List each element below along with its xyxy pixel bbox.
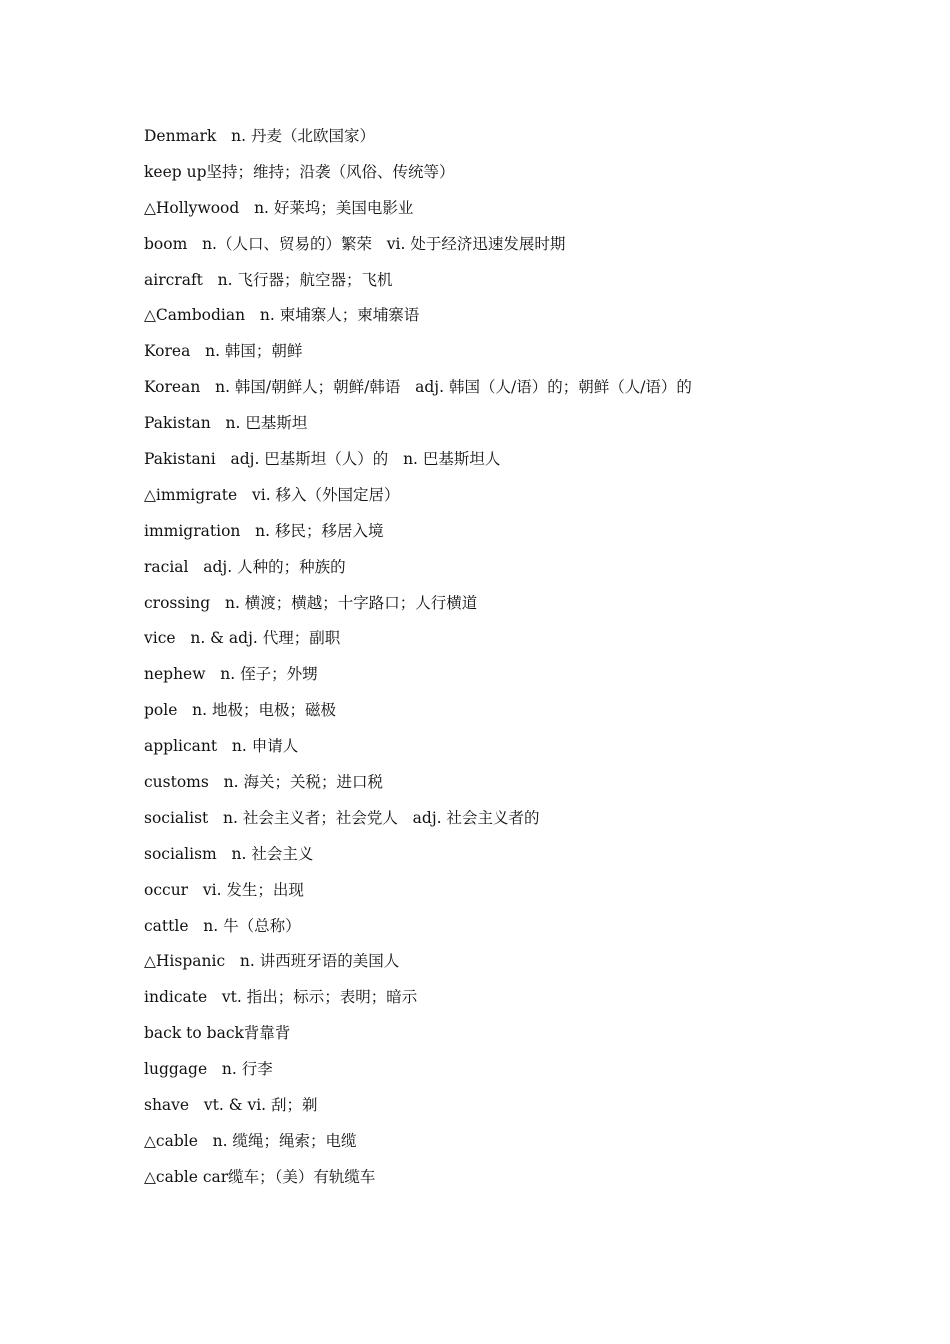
vocab-entry: indicate vt. 指出；标示；表明；暗示 — [144, 988, 418, 1007]
vocab-entry: vice n. & adj. 代理；副职 — [144, 629, 341, 648]
vocabulary-list — [144, 124, 904, 1201]
vocab-entry: Pakistan n. 巴基斯坦 — [144, 414, 308, 433]
vocab-entry: luggage n. 行李 — [144, 1060, 273, 1079]
vocab-entry: cattle n. 牛（总称） — [144, 916, 301, 935]
vocab-entry: △cable car缆车；（美）有轨缆车 — [144, 1167, 376, 1186]
vocab-entry: racial adj. 人种的；种族的 — [144, 557, 346, 576]
vocab-entry: socialism n. 社会主义 — [144, 844, 314, 863]
vocab-entry: aircraft n. 飞行器；航空器；飞机 — [144, 270, 393, 289]
vocab-entry: crossing n. 横渡；横越；十字路口；人行横道 — [144, 593, 478, 612]
vocab-entry: △Hispanic n. 讲西班牙语的美国人 — [144, 952, 400, 971]
vocab-entry: boom n.（人口、贸易的）繁荣 vi. 处于经济迅速发展时期 — [144, 234, 566, 253]
vocab-entry: occur vi. 发生；出现 — [144, 880, 304, 899]
vocab-entry: Denmark n. 丹麦（北欧国家） — [144, 127, 375, 145]
vocab-entry: applicant n. 申请人 — [144, 737, 299, 756]
vocab-entry: △cable n. 缆绳；绳索；电缆 — [144, 1131, 357, 1150]
vocab-entry: Korea n. 韩国；朝鲜 — [144, 342, 303, 361]
vocab-entry: socialist n. 社会主义者；社会党人 adj. 社会主义者的 — [144, 808, 540, 827]
vocab-entry: nephew n. 侄子；外甥 — [144, 665, 318, 684]
vocab-entry: Korean n. 韩国/朝鲜人；朝鲜/韩语 adj. 韩国（人/语）的；朝鲜（人/语）的 — [144, 378, 692, 397]
vocab-entry: pole n. 地极；电极；磁极 — [144, 701, 337, 720]
vocab-entry: △Hollywood n. 好莱坞；美国电影业 — [144, 198, 414, 217]
vocab-entry: Pakistani adj. 巴基斯坦（人）的 n. 巴基斯坦人 — [144, 450, 501, 469]
vocab-entry: △Cambodian n. 柬埔寨人；柬埔寨语 — [144, 306, 420, 325]
vocab-entry: immigration n. 移民；移居入境 — [144, 521, 384, 540]
vocab-entry: keep up坚持；维持；沿袭（风俗、传统等） — [144, 162, 455, 181]
vocab-entry: △immigrate vi. 移入（外国定居） — [144, 485, 400, 504]
vocab-entry: back to back背靠背 — [144, 1024, 291, 1043]
vocab-entry: shave vt. & vi. 刮；剃 — [144, 1096, 318, 1115]
vocab-entry: customs n. 海关；关税；进口税 — [144, 773, 383, 792]
